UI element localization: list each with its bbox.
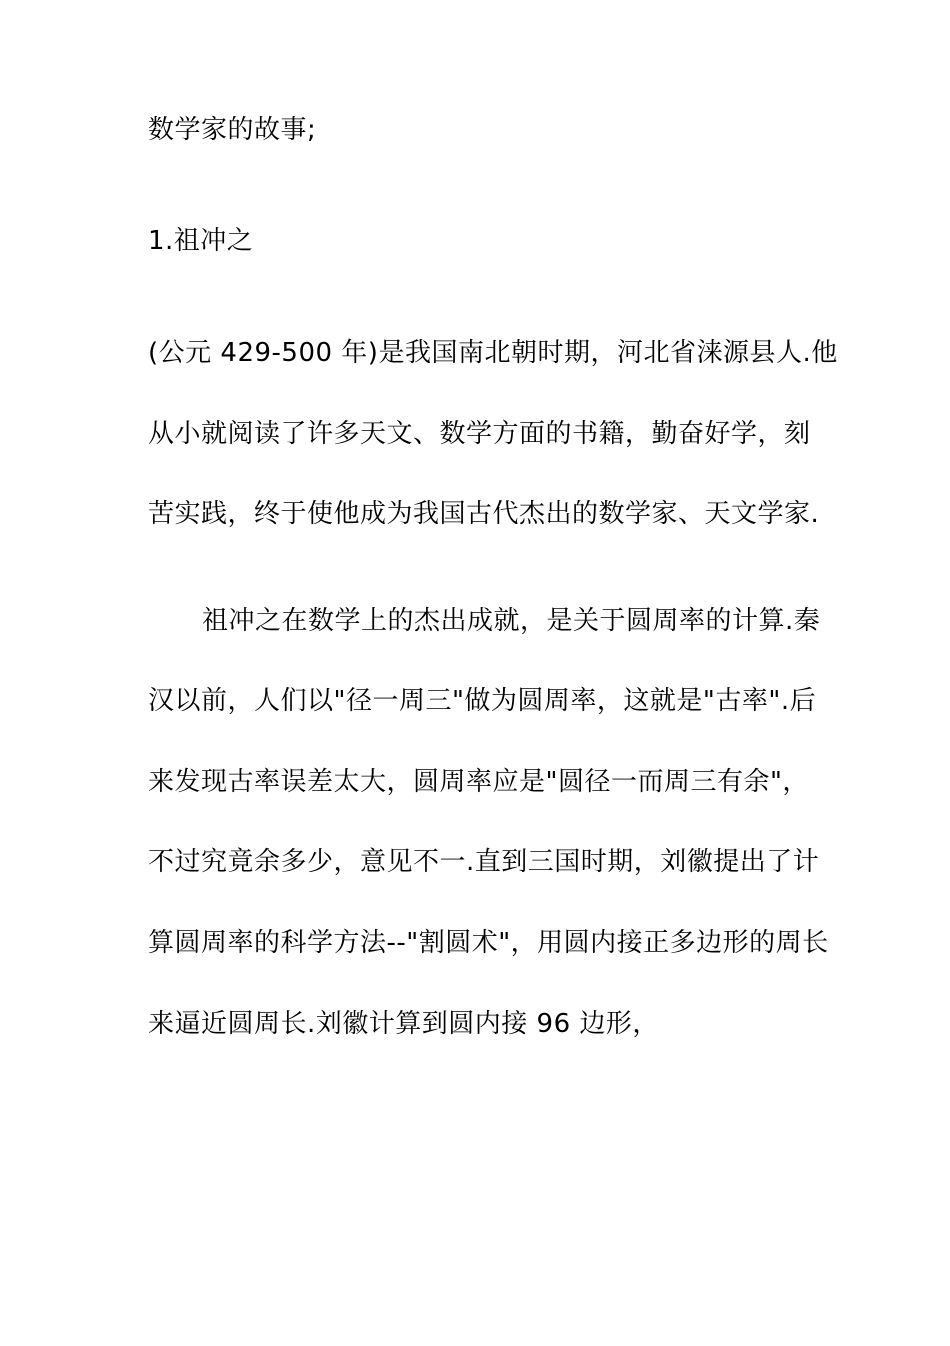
section-title: 1.祖冲之 [148,226,254,256]
paragraph2-line-5: 算圆周率的科学方法--"割圆术"，用圆内接正多边形的周长 [148,928,829,958]
paragraph2-line-6: 来逼近圆周长.刘徽计算到圆内接 96 边形， [148,1009,659,1039]
paragraph1-line-3: 苦实践，终于使他成为我国古代杰出的数学家、天文学家. [148,499,820,529]
paragraph2-line-4: 不过究竟余多少，意见不一.直到三国时期，刘徽提出了计 [148,847,820,877]
paragraph2-line-2: 汉以前，人们以"径一周三"做为圆周率，这就是"古率".后 [148,686,817,716]
paragraph1-line-2: 从小就阅读了许多天文、数学方面的书籍，勤奋好学，刻 [148,419,811,449]
document-heading: 数学家的故事; [148,115,317,145]
paragraph1-line-1: (公元 429-500 年)是我国南北朝时期，河北省涞源县人.他 [148,338,838,368]
paragraph2-line-1: 祖冲之在数学上的杰出成就，是关于圆周率的计算.秦 [202,606,821,636]
paragraph2-line-3: 来发现古率误差太大，圆周率应是"圆径一而周三有余"， [148,767,809,797]
